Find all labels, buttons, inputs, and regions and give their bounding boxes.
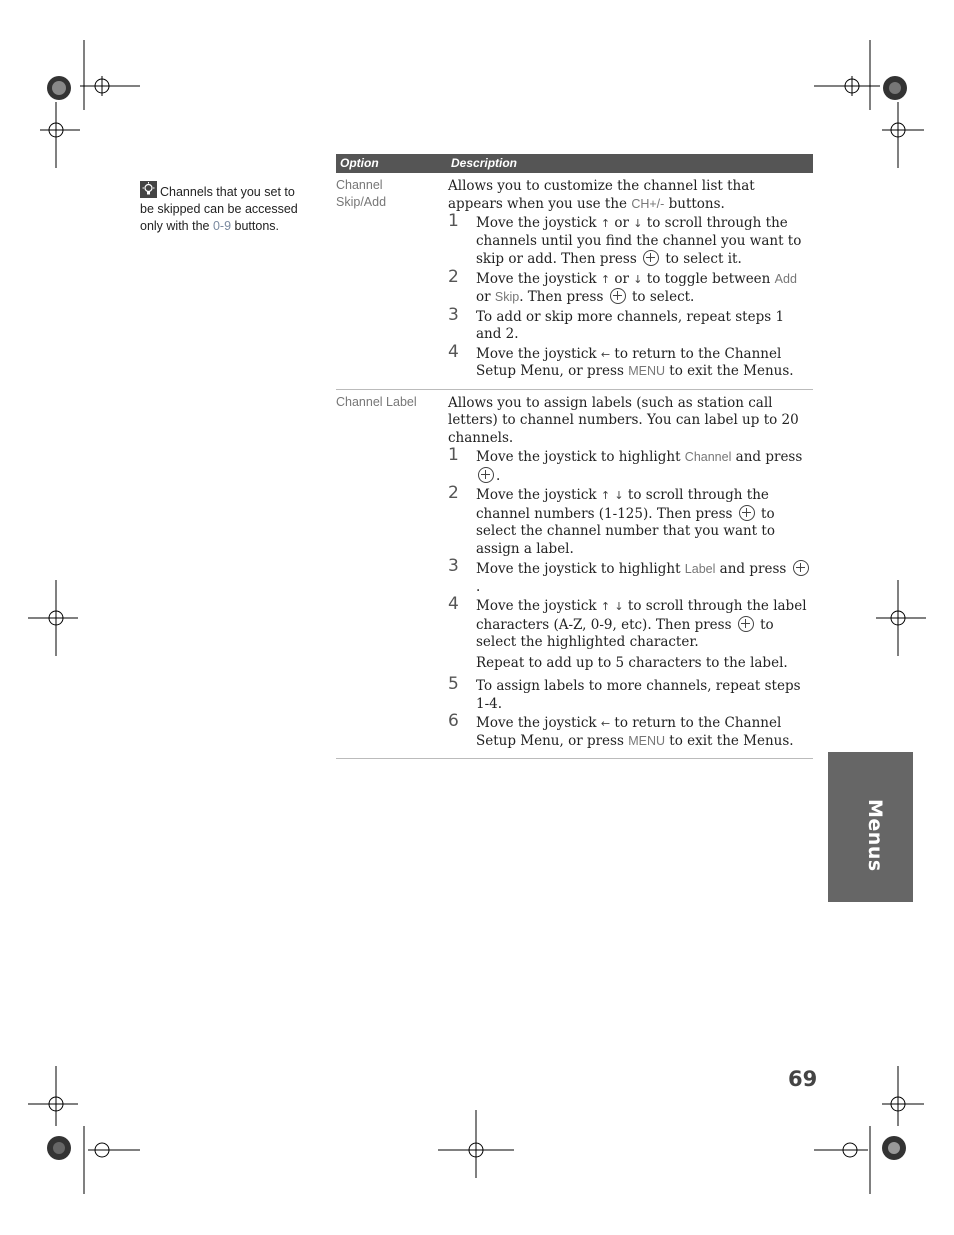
lightbulb-icon bbox=[140, 181, 157, 198]
section-tab bbox=[828, 752, 913, 902]
step bbox=[448, 211, 813, 269]
step-number: 4 bbox=[448, 594, 459, 614]
tip-text-after: buttons. bbox=[231, 219, 279, 233]
step-number: 2 bbox=[448, 483, 459, 503]
option-name-line: Channel bbox=[336, 178, 383, 192]
option-name bbox=[336, 394, 441, 411]
intro-text-part: buttons. bbox=[664, 195, 725, 212]
registration-mark-top-right bbox=[810, 40, 930, 170]
registration-mark-mid-right bbox=[872, 580, 932, 656]
step-text: to select. bbox=[627, 289, 695, 305]
arrow-down-icon: ↓ bbox=[614, 489, 624, 502]
step-text: or bbox=[476, 289, 495, 305]
step-text: and press bbox=[715, 561, 791, 577]
step-text: Move the joystick to highlight bbox=[476, 449, 685, 465]
step bbox=[448, 483, 813, 558]
step-text: or bbox=[610, 215, 634, 231]
column-header-description: Description bbox=[451, 156, 518, 170]
step bbox=[448, 445, 813, 485]
step-note: Repeat to add up to 5 characters to the label. bbox=[476, 654, 788, 671]
step-text: Move the joystick bbox=[476, 345, 601, 362]
step-number: 1 bbox=[448, 445, 459, 465]
registration-mark-bottom-left bbox=[28, 1066, 148, 1196]
menu-item-label: Skip bbox=[494, 290, 520, 304]
step-number: 4 bbox=[448, 341, 459, 362]
arrow-up-icon: ↑ bbox=[600, 272, 611, 286]
option-description bbox=[448, 390, 813, 759]
table-row bbox=[336, 390, 813, 760]
step-text: Move the joystick bbox=[476, 598, 601, 614]
step-text: . bbox=[476, 578, 481, 595]
option-name-line: Skip/Add bbox=[336, 195, 387, 209]
step-text: Move the joystick bbox=[476, 215, 601, 231]
intro-text: Allows you to assign labels (such as station call letters) to channel numbers. You can label up to 20 channels. bbox=[448, 394, 799, 446]
step-text: and press bbox=[731, 449, 803, 465]
step bbox=[448, 711, 813, 750]
step bbox=[448, 304, 813, 344]
step-text: to scroll through the channel numbers (1-125). Then press bbox=[476, 487, 769, 522]
step-text: . bbox=[496, 467, 501, 484]
arrow-down-icon: ↓ bbox=[633, 272, 643, 286]
options-table bbox=[336, 154, 813, 759]
joystick-button-icon bbox=[793, 560, 809, 576]
step-text: To add or skip more channels, repeat steps 1 and 2. bbox=[476, 308, 785, 342]
registration-mark-mid-left bbox=[28, 580, 88, 656]
step-text: Move the joystick bbox=[476, 270, 601, 287]
joystick-button-icon bbox=[643, 250, 659, 266]
section-tab-label: Menus bbox=[864, 799, 886, 872]
step-text: or bbox=[610, 270, 634, 287]
joystick-button-icon bbox=[738, 616, 754, 632]
arrow-up-icon: ↑ bbox=[600, 600, 611, 613]
step-text: to select the highlighted character. bbox=[476, 616, 774, 650]
joystick-button-icon bbox=[739, 505, 755, 521]
step-text: to scroll through the label characters (A-Z, 0-9, etc). Then press bbox=[476, 598, 807, 633]
menu-item-label: Channel bbox=[684, 450, 732, 464]
registration-mark-top-left bbox=[40, 40, 150, 170]
intro-text-part: Allows you to customize the channel list that appears when you use the bbox=[448, 178, 755, 212]
step-text: Move the joystick to highlight bbox=[476, 561, 685, 577]
step-number: 3 bbox=[448, 304, 459, 325]
option-description bbox=[448, 173, 813, 389]
arrow-left-icon: ← bbox=[600, 717, 611, 730]
tip-key: 0-9 bbox=[212, 219, 232, 233]
arrow-down-icon: ↓ bbox=[614, 600, 624, 613]
step bbox=[448, 556, 813, 596]
step-text: . Then press bbox=[519, 289, 608, 305]
step-text: to scroll through the channels until you find the channel you want to skip or add. Then press bbox=[476, 215, 802, 267]
step-text: Move the joystick bbox=[476, 487, 601, 503]
joystick-button-icon bbox=[610, 288, 626, 304]
registration-mark-bottom-center bbox=[438, 1110, 518, 1180]
menu-item-label: Add bbox=[774, 271, 797, 286]
option-name bbox=[336, 177, 441, 211]
step bbox=[448, 341, 813, 381]
intro-text bbox=[448, 178, 813, 213]
key-label: MENU bbox=[628, 733, 665, 748]
table-row bbox=[336, 173, 813, 390]
step-text: to select it. bbox=[661, 251, 742, 267]
step-number: 5 bbox=[448, 674, 459, 694]
step-number: 3 bbox=[448, 556, 459, 576]
step bbox=[448, 266, 813, 307]
option-name-line: Channel Label bbox=[336, 394, 417, 409]
arrow-up-icon: ↑ bbox=[600, 217, 611, 230]
key-label: MENU bbox=[628, 364, 665, 378]
column-header-option: Option bbox=[340, 156, 379, 170]
step-text: to return to the Channel Setup Menu, or press bbox=[476, 715, 782, 749]
page-number: 69 bbox=[788, 1067, 818, 1091]
arrow-left-icon: ← bbox=[600, 347, 611, 361]
key-label: CH+/- bbox=[631, 196, 665, 211]
registration-mark-bottom-right bbox=[810, 1066, 930, 1196]
menu-item-label: Label bbox=[684, 562, 716, 576]
table-header bbox=[336, 154, 813, 173]
arrow-up-icon: ↑ bbox=[600, 489, 611, 502]
step-text: to return to the Channel Setup Menu, or press bbox=[476, 345, 782, 379]
tip-note bbox=[140, 181, 300, 235]
step-number: 1 bbox=[448, 211, 459, 231]
step-text: To assign labels to more channels, repeat steps 1-4. bbox=[476, 678, 801, 712]
step-text: to select the channel number that you want to assign a label. bbox=[476, 505, 775, 557]
step-text: to toggle between bbox=[642, 270, 775, 287]
step-text: Move the joystick bbox=[476, 715, 601, 731]
step bbox=[448, 674, 813, 713]
step-text: to exit the Menus. bbox=[665, 732, 794, 749]
step-number: 2 bbox=[448, 266, 459, 287]
tip-text-before: Channels that you set to be skipped can be accessed only with the bbox=[140, 185, 298, 233]
arrow-down-icon: ↓ bbox=[633, 217, 643, 230]
step-text: to exit the Menus. bbox=[665, 363, 794, 379]
step-number: 6 bbox=[448, 711, 459, 731]
step bbox=[448, 594, 813, 652]
joystick-button-icon bbox=[478, 467, 494, 483]
